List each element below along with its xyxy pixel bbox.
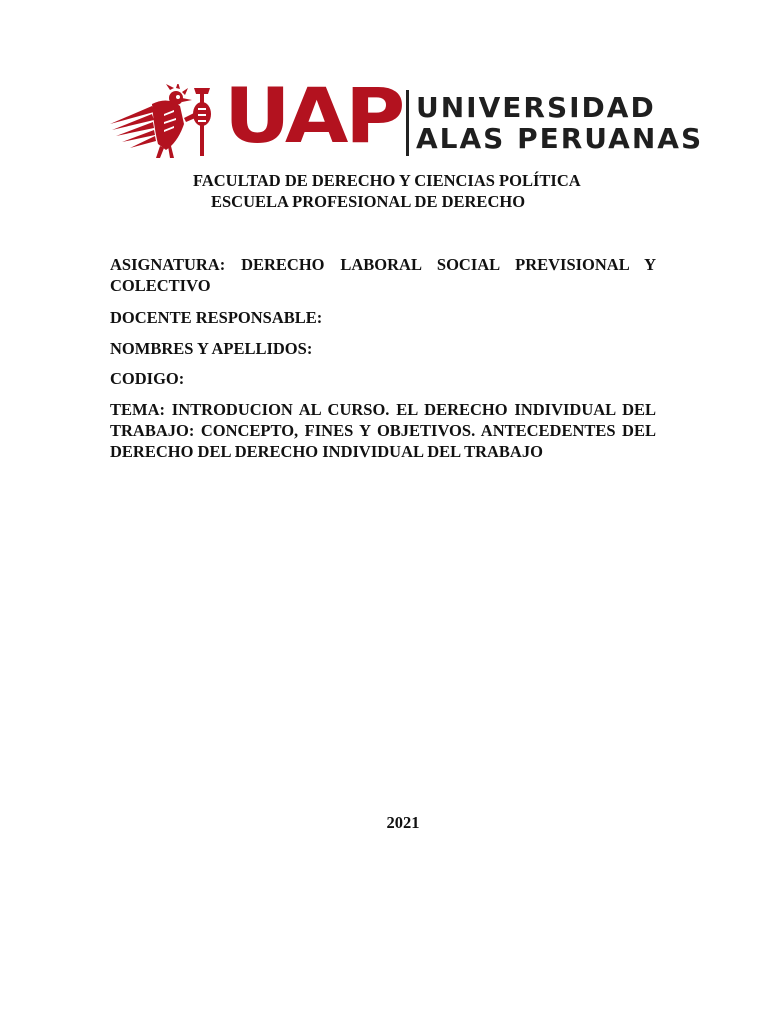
logo-mark: UAP: [224, 71, 403, 160]
teacher-field: DOCENTE RESPONSABLE:: [110, 308, 323, 327]
university-logo: [108, 71, 704, 160]
faculty-heading: FACULTAD DE DERECHO Y CIENCIAS POLÍTICA: [193, 171, 581, 190]
code-field: CODIGO:: [110, 369, 185, 388]
logo-wordmark: [416, 92, 703, 154]
logo-name-line1: UNIVERSIDAD: [416, 91, 656, 124]
document-year: 2021: [386, 813, 420, 832]
student-name-field: NOMBRES Y APELLIDOS:: [110, 339, 313, 358]
school-heading: ESCUELA PROFESIONAL DE DERECHO: [211, 192, 526, 211]
logo-divider: [406, 90, 409, 156]
topic-field: TEMA: INTRODUCION AL CURSO. EL DERECHO INDIVIDUAL DEL TRABAJO: CONCEPTO, FINES Y OBJETIVOS. ANTECEDENTES DEL DERECHO DEL DERECHO INDIVIDUAL DEL TRABAJO: [110, 400, 656, 461]
logo-name-line2: ALAS PERUANAS: [416, 122, 704, 155]
subject-field: ASIGNATURA: DERECHO LABORAL SOCIAL PREVISIONAL Y COLECTIVO: [110, 255, 656, 295]
winged-bird-emblem-icon: [108, 84, 222, 160]
